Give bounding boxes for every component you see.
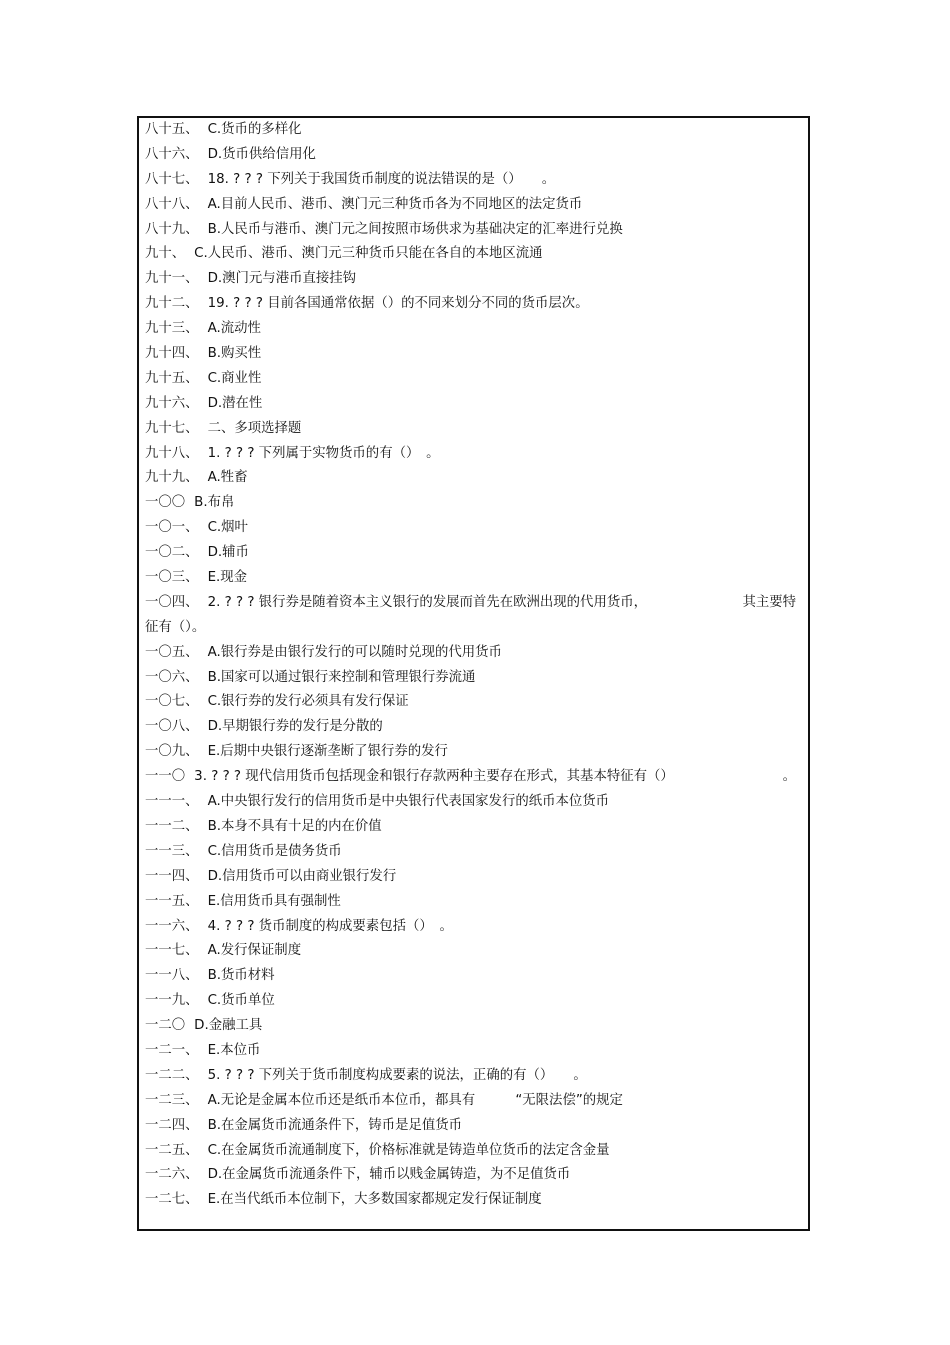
line-text: D.信用货币可以由商业银行发行 <box>207 868 397 884</box>
line-text: 2. ? ? ? 银行券是随着资本主义银行的发展而首先在欧洲出现的代用货币， <box>207 594 648 610</box>
line-text: B.布帛 <box>194 495 235 511</box>
line-text: A.中央银行发行的信用货币是中央银行代表国家发行的纸币本位货币 <box>207 794 610 810</box>
document-line <box>145 740 800 765</box>
line-number: 八十七、 <box>145 171 199 187</box>
document-line <box>145 491 800 516</box>
line-number: 一二〇 <box>145 1018 186 1034</box>
line-number: 一〇三、 <box>145 570 199 586</box>
line-text: C.信用货币是债务货币 <box>207 843 342 859</box>
line-text-right: 。 <box>782 769 796 785</box>
line-number: 一〇六、 <box>145 669 199 685</box>
document-line <box>145 840 800 865</box>
line-text: E.后期中央银行逐渐垄断了银行券的发行 <box>207 744 448 760</box>
document-line <box>145 1114 800 1139</box>
line-number: 一〇九、 <box>145 744 199 760</box>
document-line <box>145 317 800 342</box>
line-number: 一二二、 <box>145 1067 199 1083</box>
line-number: 一〇七、 <box>145 694 199 710</box>
line-text: A.流动性 <box>207 321 261 337</box>
line-number: 九十五、 <box>145 370 199 386</box>
document-line <box>145 715 800 740</box>
document-line <box>145 865 800 890</box>
line-text: D.澳门元与港币直接挂钩 <box>207 271 357 287</box>
line-text: 19. ? ? ? 目前各国通常依据（）的不同来划分不同的货币层次。 <box>207 296 589 312</box>
line-number: 九十二、 <box>145 296 199 312</box>
line-text: B.人民币与港币、澳门元之间按照市场供求为基础决定的汇率进行兑换 <box>207 221 623 237</box>
document-line <box>145 1014 800 1039</box>
document-line <box>145 218 800 243</box>
line-number: 一一九、 <box>145 993 199 1009</box>
document-line <box>145 466 800 491</box>
line-number: 一〇二、 <box>145 545 199 561</box>
document-line <box>145 417 800 442</box>
line-text: D.货币供给信用化 <box>207 146 316 162</box>
line-number: 九十四、 <box>145 346 199 362</box>
line-number: 九十九、 <box>145 470 199 486</box>
line-text: B.购买性 <box>207 346 262 362</box>
line-text: 3. ? ? ? 现代信用货币包括现金和银行存款两种主要存在形式，其基本特征有（） <box>194 769 674 785</box>
document-line <box>145 541 800 566</box>
document-line <box>145 591 800 616</box>
line-number: 一二一、 <box>145 1042 199 1058</box>
line-text: C.银行券的发行必须具有发行保证 <box>207 694 409 710</box>
line-number: 一〇五、 <box>145 644 199 660</box>
line-number: 一一八、 <box>145 968 199 984</box>
line-text: D.在金属货币流通条件下，辅币以贱金属铸造，为不足值货币 <box>207 1167 571 1183</box>
line-text: C.人民币、港币、澳门元三种货币只能在各自的本地区流通 <box>194 246 543 262</box>
document-line <box>145 765 800 790</box>
line-text: C.商业性 <box>207 370 262 386</box>
document-line <box>145 815 800 840</box>
line-text: E.在当代纸币本位制下，大多数国家都规定发行保证制度 <box>207 1192 542 1208</box>
document-line <box>145 1188 800 1213</box>
line-number: 一二五、 <box>145 1142 199 1158</box>
document-line <box>145 989 800 1014</box>
line-number: 一一五、 <box>145 893 199 909</box>
line-number: 八十五、 <box>145 122 199 137</box>
line-number: 一〇一、 <box>145 520 199 536</box>
line-number: 一一三、 <box>145 843 199 859</box>
line-number: 一〇四、 <box>145 594 199 610</box>
line-number: 八十六、 <box>145 146 199 162</box>
line-number: 一二六、 <box>145 1167 199 1183</box>
line-text: C.货币的多样化 <box>207 122 302 137</box>
line-text: D.金融工具 <box>194 1018 263 1034</box>
document-line <box>145 342 800 367</box>
document-line <box>145 1139 800 1164</box>
document-line <box>145 442 800 467</box>
document-line <box>145 267 800 292</box>
line-text-right: 其主要特 <box>742 594 796 610</box>
document-line <box>145 168 800 193</box>
line-number: 一〇〇 <box>145 495 186 511</box>
line-number: 一一二、 <box>145 818 199 834</box>
line-number: 一〇八、 <box>145 719 199 735</box>
line-text: D.辅币 <box>207 545 249 561</box>
document-line <box>145 242 800 267</box>
line-text: C.烟叶 <box>207 520 248 536</box>
document-line <box>145 1163 800 1188</box>
line-number: 九十八、 <box>145 445 199 461</box>
line-number: 九十一、 <box>145 271 199 287</box>
document-line <box>145 516 800 541</box>
line-text: A.发行保证制度 <box>207 943 302 959</box>
line-text: A.目前人民币、港币、澳门元三种货币各为不同地区的法定货币 <box>207 196 583 212</box>
line-text: A.无论是金属本位币还是纸币本位币，都具有 “无限法偿”的规定 <box>207 1092 623 1108</box>
line-number: 一一〇 <box>145 769 186 785</box>
line-text: 5. ? ? ? 下列关于货币制度构成要素的说法，正确的有（） 。 <box>207 1067 587 1083</box>
document-line <box>145 292 800 317</box>
line-text: B.在金属货币流通条件下，铸币是足值货币 <box>207 1117 463 1133</box>
document-line <box>145 392 800 417</box>
line-number: 九十七、 <box>145 420 199 436</box>
document-line <box>145 1064 800 1089</box>
line-number: 九十三、 <box>145 321 199 337</box>
line-text: 二、多项选择题 <box>207 420 302 436</box>
line-number: 一二七、 <box>145 1192 199 1208</box>
question-list <box>145 118 800 1213</box>
document-line <box>145 367 800 392</box>
line-text: C.在金属货币流通制度下，价格标准就是铸造单位货币的法定含金量 <box>207 1142 610 1158</box>
line-text: E.现金 <box>207 570 248 586</box>
line-text: C.货币单位 <box>207 993 275 1009</box>
document-line <box>145 964 800 989</box>
line-number: 一一一、 <box>145 794 199 810</box>
document-line <box>145 1089 800 1114</box>
document-line <box>145 616 800 641</box>
line-number: 九十、 <box>145 246 186 262</box>
line-text: D.潜在性 <box>207 395 263 411</box>
line-text: 18. ? ? ? 下列关于我国货币制度的说法错误的是（） 。 <box>207 171 556 187</box>
line-text: E.本位币 <box>207 1042 261 1058</box>
document-line <box>145 666 800 691</box>
document-line <box>145 915 800 940</box>
document-line <box>145 193 800 218</box>
document-line <box>145 890 800 915</box>
line-text: A.牲畜 <box>207 470 248 486</box>
line-number: 八十九、 <box>145 221 199 237</box>
line-text: B.货币材料 <box>207 968 275 984</box>
line-text: 4. ? ? ? 货币制度的构成要素包括（） 。 <box>207 918 453 934</box>
line-number: 一一七、 <box>145 943 199 959</box>
document-line <box>145 690 800 715</box>
line-text: 征有（）。 <box>145 619 206 635</box>
line-number: 一二三、 <box>145 1092 199 1108</box>
line-number: 一一四、 <box>145 868 199 884</box>
document-line <box>145 790 800 815</box>
line-text: 1. ? ? ? 下列属于实物货币的有（） 。 <box>207 445 440 461</box>
document-line <box>145 143 800 168</box>
line-number: 九十六、 <box>145 395 199 411</box>
line-text: D.早期银行券的发行是分散的 <box>207 719 383 735</box>
line-number: 一二四、 <box>145 1117 199 1133</box>
line-number: 一一六、 <box>145 918 199 934</box>
line-text: B.本身不具有十足的内在价值 <box>207 818 382 834</box>
document-line <box>145 1039 800 1064</box>
document-line <box>145 118 800 143</box>
line-number: 八十八、 <box>145 196 199 212</box>
document-frame <box>137 116 810 1231</box>
line-text: B.国家可以通过银行来控制和管理银行券流通 <box>207 669 476 685</box>
document-line <box>145 939 800 964</box>
document-line <box>145 566 800 591</box>
line-text: A.银行券是由银行发行的可以随时兑现的代用货币 <box>207 644 502 660</box>
line-text: E.信用货币具有强制性 <box>207 893 341 909</box>
document-line <box>145 641 800 666</box>
